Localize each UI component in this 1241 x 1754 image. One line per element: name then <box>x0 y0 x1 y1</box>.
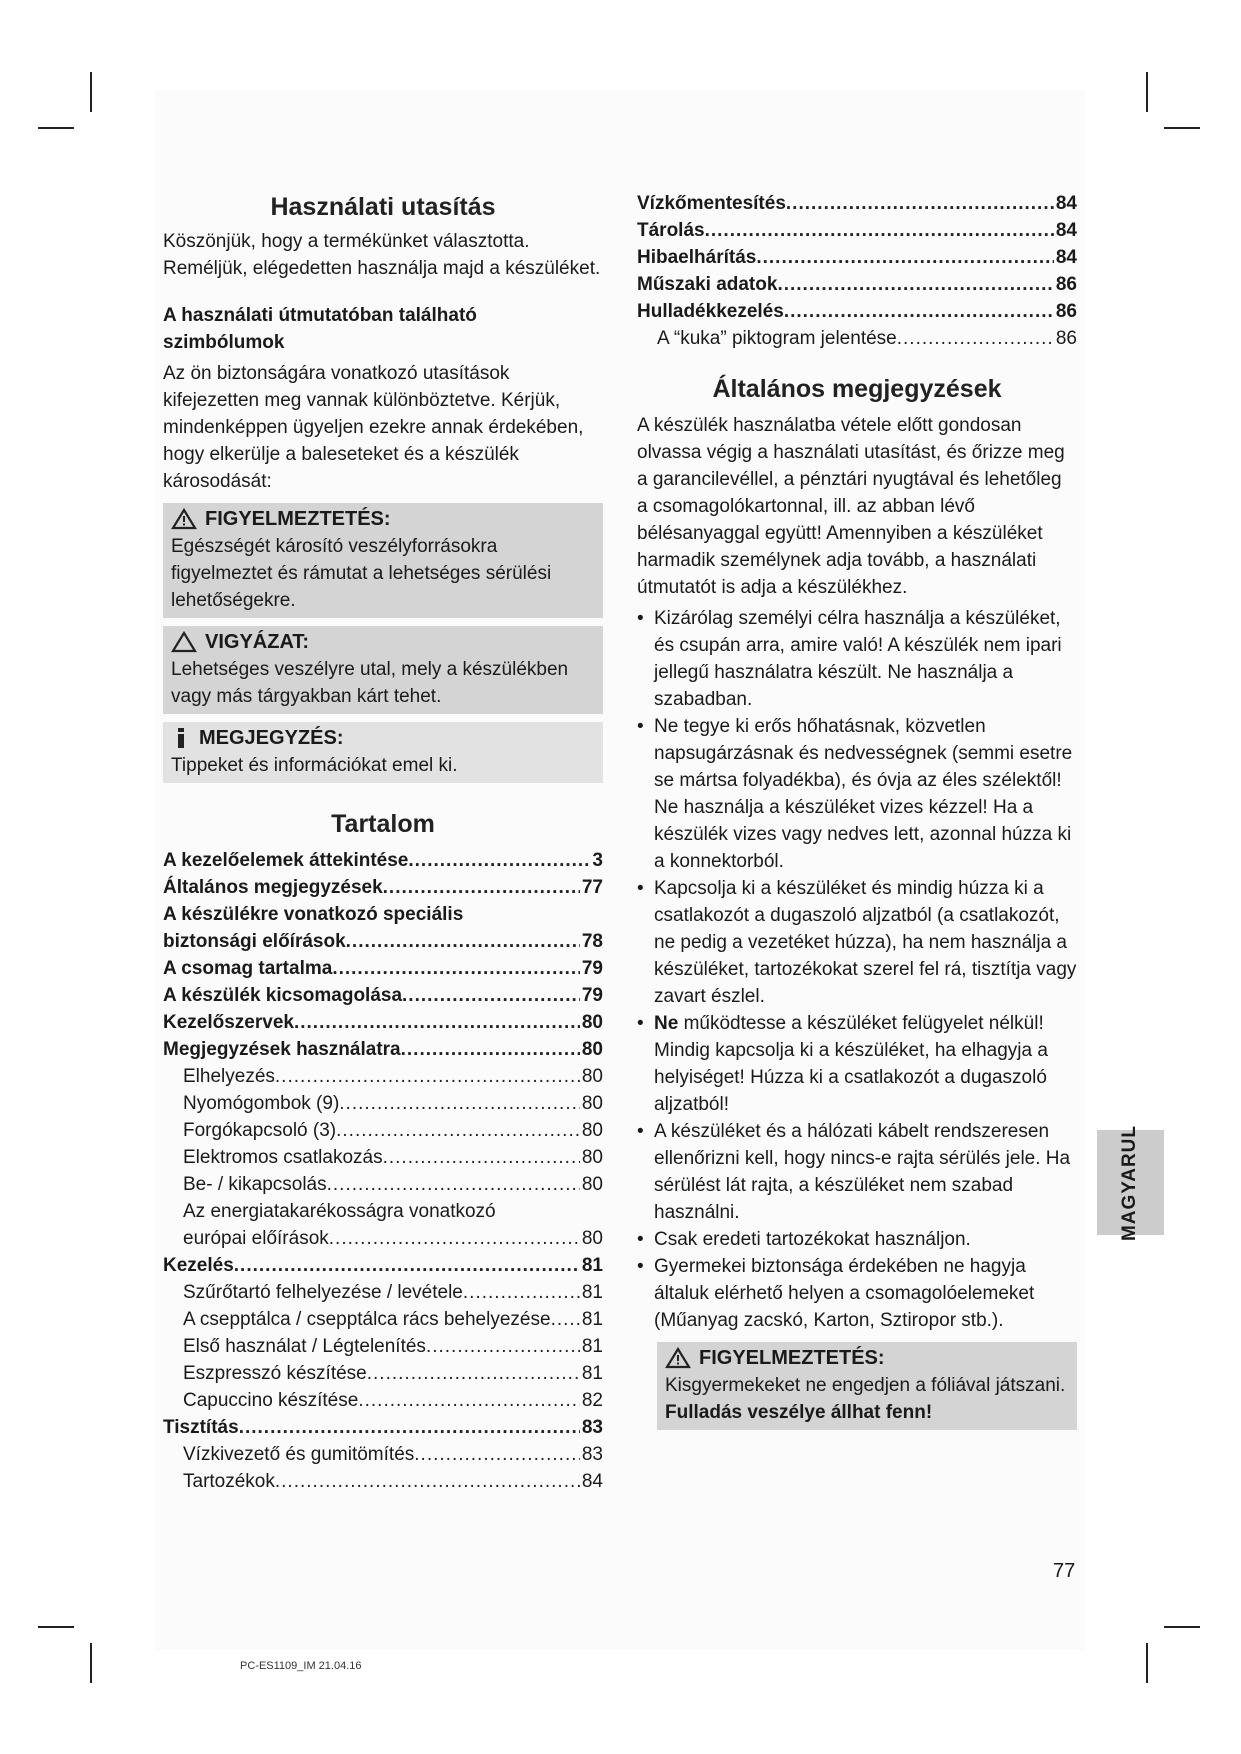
toc-leader-dots <box>401 1036 580 1063</box>
toc-entry-page: 84 <box>1055 193 1077 214</box>
toc-entry <box>163 928 603 955</box>
bold-ne: Ne <box>654 1013 679 1034</box>
toc-entry-label: Capuccino készítése <box>183 1390 359 1411</box>
toc-entry-page: 84 <box>1055 247 1077 268</box>
toc-entry-label: biztonsági előírások <box>163 931 346 952</box>
caution-text: Lehetséges veszélyre utal, mely a készülékben vagy más tárgyakban kárt tehet. <box>171 659 569 707</box>
toc-entry-label: Elektromos csatlakozás <box>183 1147 383 1168</box>
toc-entry <box>163 874 603 901</box>
toc-entry-label: Nyomógombok (9) <box>183 1093 340 1114</box>
list-item-text: működtesse a készüléket felügyelet nélkül! Mindig kapcsolja ki a készüléket, ha elhagyja a helyiséget! Húzza ki a csatlakozót a dugaszoló aljzatból! <box>654 1013 1048 1115</box>
toc-leader-dots <box>408 847 590 874</box>
footer-code: PC-ES1109_IM 21.04.16 <box>240 1660 362 1672</box>
list-item: • A készüléket és a hálózati kábelt rendszeresen ellenőrizni kell, hogy nincs-e rajta sérülés jele. Ha sérülést lát rajta, a készüléket nem szabad használni. <box>637 1118 1077 1226</box>
language-tab-label: MAGYARUL <box>1119 1124 1141 1241</box>
toc-entry <box>163 1360 603 1387</box>
toc-entry-label: Elhelyezés <box>183 1066 275 1087</box>
caution-box <box>163 626 603 714</box>
toc-entry <box>163 1468 603 1495</box>
toc-entry-label: Első használat / Légtelenítés <box>183 1336 426 1357</box>
note-title: MEGJEGYZÉS: <box>199 727 344 749</box>
toc-entry-page: 77 <box>581 877 603 898</box>
crop-mark <box>1164 1626 1200 1628</box>
toc-entry <box>163 1198 603 1225</box>
toc-leader-dots <box>332 955 580 982</box>
toc-leader-dots <box>294 1009 580 1036</box>
toc-entry-label: Megjegyzések használatra <box>163 1039 401 1060</box>
toc-leader-dots <box>784 298 1054 325</box>
crop-mark <box>1146 72 1148 112</box>
toc-entry-label: Műszaki adatok <box>637 274 778 295</box>
toc-entry <box>163 1225 603 1252</box>
toc-leader-dots <box>777 271 1053 298</box>
toc-entry-page: 86 <box>1055 328 1077 349</box>
list-item: • Csak eredeti tartozékokat használjon. <box>637 1226 1077 1253</box>
warning-title: FIGYELMEZTETÉS: <box>205 508 391 530</box>
symbols-heading: A használati útmutatóban található szimbólumok <box>163 305 477 353</box>
caution-title: VIGYÁZAT: <box>205 631 310 653</box>
toc-leader-dots <box>239 1414 580 1441</box>
toc-entry <box>163 1414 603 1441</box>
toc-entry <box>637 298 1077 325</box>
toc-entry <box>163 1306 603 1333</box>
toc-entry <box>163 1063 603 1090</box>
toc-entry-page: 81 <box>581 1282 603 1303</box>
note-box <box>163 722 603 783</box>
toc-entry <box>163 1171 603 1198</box>
toc-entry <box>163 1117 603 1144</box>
toc-leader-dots <box>327 1171 580 1198</box>
toc-entry-label: európai előírások <box>183 1228 329 1249</box>
toc-entry <box>637 244 1077 271</box>
toc-entry-label: Kezelőszervek <box>163 1012 294 1033</box>
list-item: • Kizárólag személyi célra használja a készüléket, és csupán arra, amire való! A készülék nem ipari jellegű használatra készült. Ne használja a szabadban. <box>637 605 1077 713</box>
toc-entry-page: 80 <box>581 1120 603 1141</box>
toc-entry-page: 81 <box>581 1309 603 1330</box>
crop-mark <box>1164 127 1200 129</box>
toc-entry <box>163 1144 603 1171</box>
toc-leader-dots <box>402 982 580 1009</box>
warning-triangle-icon <box>665 1347 691 1369</box>
toc-entry <box>163 1333 603 1360</box>
toc-leader-dots <box>346 928 580 955</box>
page-number: 77 <box>1053 1560 1076 1582</box>
toc-leader-dots <box>275 1468 580 1495</box>
toc-leader-dots <box>336 1117 580 1144</box>
toc-entry-label: Forgókapcsoló (3) <box>183 1120 337 1141</box>
crop-mark <box>90 72 92 112</box>
warning-box <box>163 503 603 618</box>
toc-entry-page: 79 <box>581 985 603 1006</box>
toc-entry <box>163 1009 603 1036</box>
caution-triangle-icon <box>171 631 197 653</box>
toc-entry-page: 78 <box>581 931 603 952</box>
warning-triangle-icon <box>171 508 197 530</box>
toc-entry-label: Eszpresszó készítése <box>183 1363 367 1384</box>
toc-entry <box>163 1441 603 1468</box>
toc-entry-page: 80 <box>581 1093 603 1114</box>
toc-leader-dots <box>551 1306 580 1333</box>
toc-entry-page: 86 <box>1055 301 1077 322</box>
list-item: • Gyermekei biztonsága érdekében ne hagyja általuk elérhető helyen a csomagolóelemeket (Műanyag zacskó, Karton, Sztiropor stb.). <box>637 1253 1077 1334</box>
toc-entry-page: 80 <box>581 1039 603 1060</box>
toc-entry-label: Tárolás <box>637 220 705 241</box>
toc-entry-page: 84 <box>581 1471 603 1492</box>
toc-entry <box>637 325 1077 352</box>
toc-entry <box>163 847 603 874</box>
toc-entry <box>163 1387 603 1414</box>
toc-entry-label: Be- / kikapcsolás <box>183 1174 327 1195</box>
toc-leader-dots <box>426 1333 580 1360</box>
toc-entry-page: 80 <box>581 1066 603 1087</box>
toc-entry <box>163 955 603 982</box>
toc-entry-page: 81 <box>581 1336 603 1357</box>
toc-entry-label: Tartozékok <box>183 1471 275 1492</box>
toc-entry <box>163 1036 603 1063</box>
toc-entry-label: Tisztítás <box>163 1417 239 1438</box>
toc-entry <box>163 982 603 1009</box>
right-column <box>637 190 1077 1430</box>
toc-entry-label: Kezelés <box>163 1255 234 1276</box>
toc-leader-dots <box>756 244 1054 271</box>
child-warning-bold: Fulladás veszélye állhat fenn! <box>665 1402 933 1423</box>
toc-entry-label: A “kuka” piktogram jelentése <box>657 328 897 349</box>
toc-entry-label: Az energiatakarékosságra vonatkozó <box>183 1201 496 1222</box>
toc-entry <box>163 1090 603 1117</box>
toc-entry-page: 3 <box>592 850 603 871</box>
toc-leader-dots <box>383 1144 580 1171</box>
general-notes-text: A készülék használatba vétele előtt gondosan olvassa végig a használati utasítást, és őrizze meg a garancilevéllel, a pénztári nyugtával és lehetőleg a csomagolókartonnal, ill. az abban lévő bélésanyaggal együtt! Amennyiben a készüléket harmadik személynek adja tovább, a használati útmutatót is adja a készülékhez. <box>637 415 1065 598</box>
toc-entry-label: A készülék kicsomagolása <box>163 985 403 1006</box>
toc-entry-page: 81 <box>581 1363 603 1384</box>
toc-entry <box>637 217 1077 244</box>
list-item: • Kapcsolja ki a készüléket és mindig húzza ki a csatlakozót a dugaszoló aljzatból (a csatlakozót, ne pedig a vezetéket húzza), ha nem használja a készüléket, tartozékokat szerel fel rá, tisztítja vagy zavart észlel. <box>637 875 1077 1010</box>
toc-entry-label: Szűrőtartó felhelyezése / levétele <box>183 1282 463 1303</box>
intro-text: Köszönjük, hogy a termékünket választotta. Reméljük, elégedetten használja majd a készüléket. <box>163 231 601 279</box>
child-warning-text: Kisgyermekeket ne engedjen a fóliával játszani. <box>665 1375 1066 1396</box>
general-notes-title: Általános megjegyzések <box>712 375 1002 403</box>
toc-leader-dots <box>339 1090 580 1117</box>
toc-title: Tartalom <box>331 810 435 838</box>
toc-entry <box>163 1252 603 1279</box>
toc-entry-label: A kezelőelemek áttekintése <box>163 850 409 871</box>
toc-entry-label: A csomag tartalma <box>163 958 333 979</box>
toc-entry-label: A csepptálca / csepptálca rács behelyezése <box>183 1309 551 1330</box>
toc-leader-dots <box>414 1441 580 1468</box>
toc-entry-page: 80 <box>581 1147 603 1168</box>
toc-entry-page: 84 <box>1055 220 1077 241</box>
toc-entry-page: 80 <box>581 1174 603 1195</box>
toc-entry-label: Vízkivezető és gumitömítés <box>183 1444 415 1465</box>
toc-entry-page: 80 <box>581 1228 603 1249</box>
toc-entry-label: Általános megjegyzések <box>163 877 383 898</box>
toc-leader-dots <box>383 874 580 901</box>
toc-leader-dots <box>463 1279 580 1306</box>
toc-entry-page: 79 <box>581 958 603 979</box>
toc-leader-dots <box>367 1360 580 1387</box>
toc-entry-label: Hibaelhárítás <box>637 247 757 268</box>
language-tab <box>1097 1124 1164 1241</box>
note-text: Tippeket és információkat emel ki. <box>171 755 458 776</box>
toc-leader-dots <box>358 1387 580 1414</box>
toc-leader-dots <box>275 1063 580 1090</box>
toc-entry-page: 86 <box>1055 274 1077 295</box>
toc-list-continued <box>637 190 1077 352</box>
toc-entry-page: 83 <box>581 1417 603 1438</box>
child-warning-box <box>657 1342 1077 1430</box>
list-item <box>637 1010 1077 1118</box>
toc-leader-dots <box>786 190 1054 217</box>
left-column <box>163 190 603 1495</box>
toc-entry <box>637 190 1077 217</box>
info-icon <box>171 727 191 749</box>
crop-mark <box>90 1643 92 1683</box>
toc-entry <box>163 901 603 928</box>
toc-entry-label: Vízkőmentesítés <box>637 193 786 214</box>
toc-entry-label: A készülékre vonatkozó speciális <box>163 904 464 925</box>
toc-entry-page: 80 <box>581 1012 603 1033</box>
symbols-text: Az ön biztonságára vonatkozó utasítások kifejezetten meg vannak különböztetve. Kérjük, mindenképpen ügyeljen ezekre annak érdekében, hogy elkerülje a baleseteket és a készülék károsodását: <box>163 363 584 492</box>
crop-mark <box>38 127 74 129</box>
child-warning-title: FIGYELMEZTETÉS: <box>699 1347 885 1369</box>
toc-leader-dots <box>897 325 1054 352</box>
toc-leader-dots <box>234 1252 580 1279</box>
crop-mark <box>1146 1643 1148 1683</box>
warning-text: Egészségét károsító veszélyforrásokra figyelmeztet és rámutat a lehetséges sérülési lehetőségekre. <box>171 536 552 611</box>
toc-entry-page: 83 <box>581 1444 603 1465</box>
toc-entry <box>163 1279 603 1306</box>
toc-list <box>163 847 603 1495</box>
safety-list <box>637 605 1077 1334</box>
toc-entry-page: 82 <box>581 1390 603 1411</box>
list-item: • Ne tegye ki erős hőhatásnak, közvetlen napsugárzásnak és nedvességnek (semmi esetre se mártsa folyadékba), és óvja az éles szélektől! Ne használja a készüléket vizes kézzel! Ha a készülék vizes vagy nedves lett, azonnal húzza ki a konnektorból. <box>637 713 1077 875</box>
toc-entry <box>637 271 1077 298</box>
page-title: Használati utasítás <box>270 193 496 221</box>
toc-leader-dots <box>329 1225 580 1252</box>
toc-leader-dots <box>705 217 1054 244</box>
crop-mark <box>38 1626 74 1628</box>
toc-entry-label: Hulladékkezelés <box>637 301 784 322</box>
toc-entry-page: 81 <box>581 1255 603 1276</box>
